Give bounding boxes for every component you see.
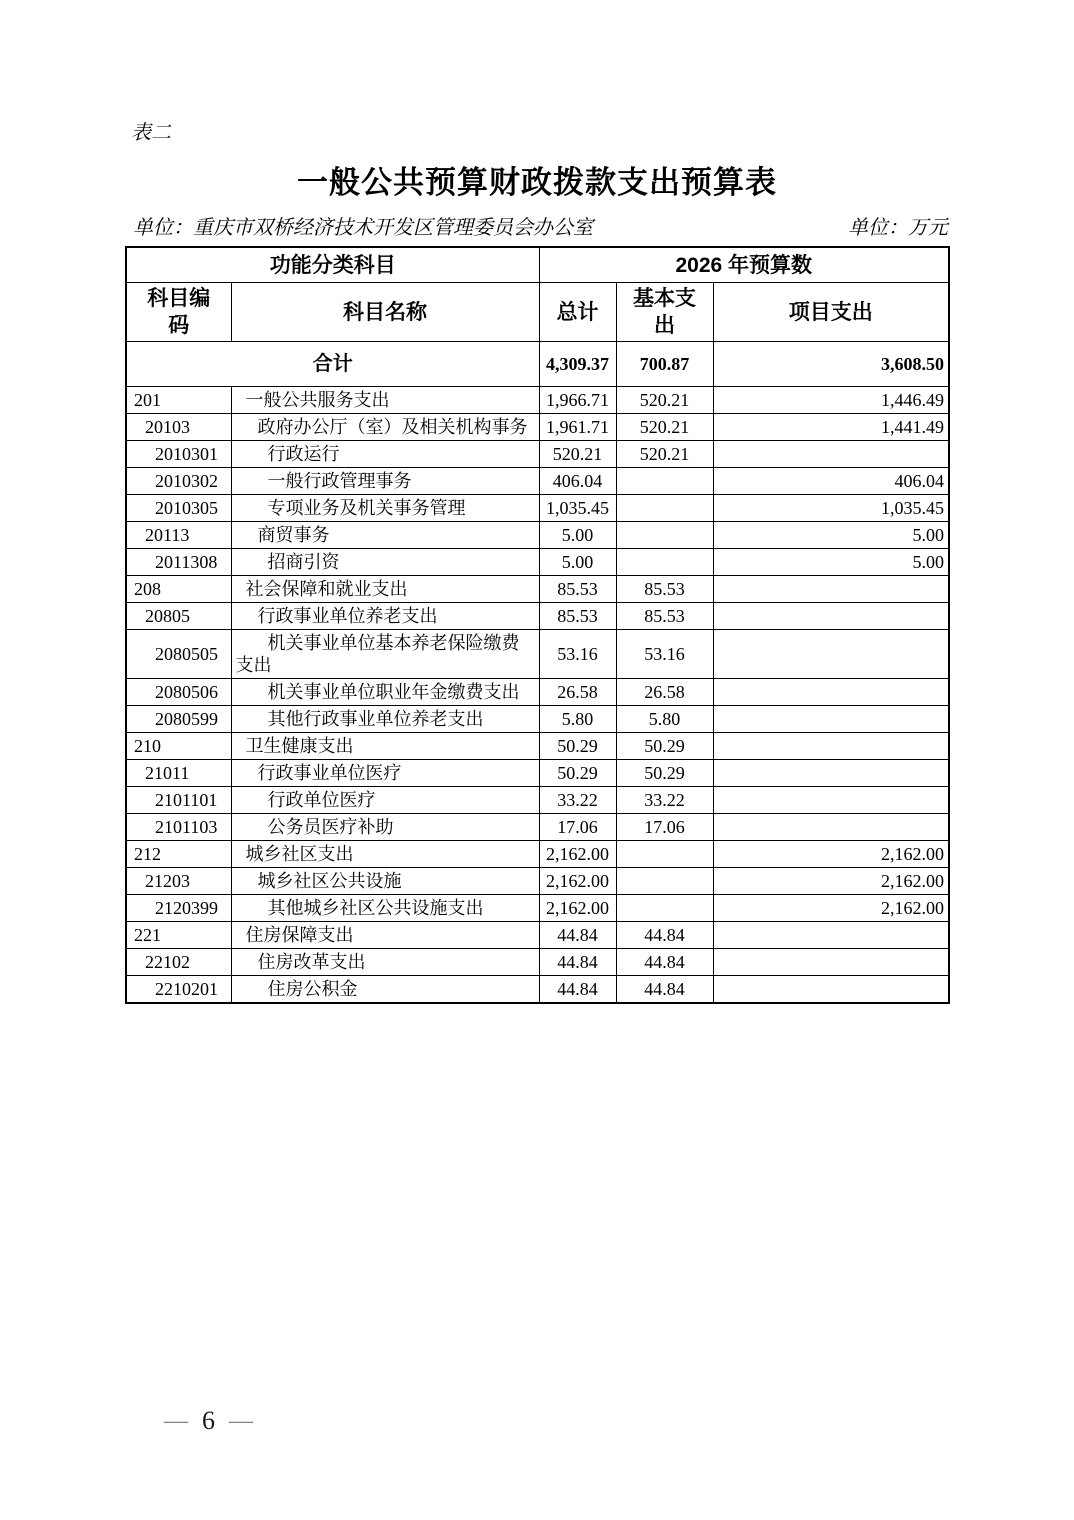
- footer-dash-left: —: [164, 1407, 188, 1434]
- subject-code-cell: 2210201: [126, 976, 231, 1004]
- project-expense-cell: [713, 949, 949, 976]
- subject-name-cell: 商贸事务: [231, 522, 539, 549]
- grand-total-value: 4,309.37: [539, 342, 616, 387]
- subject-code-cell: 21203: [126, 868, 231, 895]
- basic-expense-cell: 44.84: [616, 922, 713, 949]
- subject-code-cell: 20113: [126, 522, 231, 549]
- subject-name-cell: 其他行政事业单位养老支出: [231, 706, 539, 733]
- header-column-row: [126, 283, 949, 342]
- basic-expense-cell: [616, 468, 713, 495]
- subject-name-cell: 一般公共服务支出: [231, 387, 539, 414]
- table-row: [126, 814, 949, 841]
- header-total: 总计: [539, 283, 616, 342]
- total-value-cell: 50.29: [539, 760, 616, 787]
- project-expense-cell: [713, 976, 949, 1004]
- table-label: 表二: [131, 122, 171, 144]
- subject-code-cell: 2011308: [126, 549, 231, 576]
- table-row: [126, 895, 949, 922]
- subject-code-cell: 20805: [126, 603, 231, 630]
- subject-name-cell: 机关事业单位基本养老保险缴费支出: [231, 630, 539, 679]
- total-value-cell: 85.53: [539, 603, 616, 630]
- table-row: [126, 868, 949, 895]
- page-number: [164, 1406, 253, 1436]
- project-expense-cell: [713, 922, 949, 949]
- subject-code-cell: 21011: [126, 760, 231, 787]
- subject-name-cell: 卫生健康支出: [231, 733, 539, 760]
- basic-expense-cell: [616, 495, 713, 522]
- header-subject-code: 科目编码: [126, 283, 231, 342]
- subject-code-cell: 2010301: [126, 441, 231, 468]
- total-value-cell: 17.06: [539, 814, 616, 841]
- table-row: [126, 495, 949, 522]
- basic-expense-cell: 520.21: [616, 387, 713, 414]
- subject-code-cell: 2010302: [126, 468, 231, 495]
- project-expense-cell: 1,446.49: [713, 387, 949, 414]
- project-expense-cell: 1,441.49: [713, 414, 949, 441]
- basic-expense-cell: 50.29: [616, 733, 713, 760]
- basic-expense-cell: 520.21: [616, 414, 713, 441]
- subject-name-cell: 行政事业单位医疗: [231, 760, 539, 787]
- subject-code-cell: 201: [126, 387, 231, 414]
- grand-total-row: [126, 342, 949, 387]
- subject-code-cell: 2080505: [126, 630, 231, 679]
- total-value-cell: 2,162.00: [539, 841, 616, 868]
- subject-name-cell: 政府办公厅（室）及相关机构事务: [231, 414, 539, 441]
- subject-code-cell: 2101103: [126, 814, 231, 841]
- header-subject-name: 科目名称: [231, 283, 539, 342]
- page-title: 一般公共预算财政拨款支出预算表: [297, 165, 777, 200]
- project-expense-cell: 2,162.00: [713, 841, 949, 868]
- subject-code-cell: 2101101: [126, 787, 231, 814]
- basic-expense-cell: 5.80: [616, 706, 713, 733]
- subject-name-cell: 招商引资: [231, 549, 539, 576]
- table-row: [126, 414, 949, 441]
- table-row: [126, 630, 949, 679]
- basic-expense-cell: [616, 895, 713, 922]
- total-value-cell: 26.58: [539, 679, 616, 706]
- grand-basic-value: 700.87: [616, 342, 713, 387]
- subject-code-cell: 2010305: [126, 495, 231, 522]
- project-expense-cell: [713, 603, 949, 630]
- table-row: [126, 679, 949, 706]
- project-expense-cell: 5.00: [713, 549, 949, 576]
- project-expense-cell: [713, 441, 949, 468]
- unit-organization: 单位：重庆市双桥经济技术开发区管理委员会办公室: [133, 217, 593, 239]
- table-row: [126, 976, 949, 1004]
- subject-name-cell: 住房改革支出: [231, 949, 539, 976]
- subject-name-cell: 公务员医疗补助: [231, 814, 539, 841]
- table-row: [126, 522, 949, 549]
- basic-expense-cell: 85.53: [616, 576, 713, 603]
- total-value-cell: 1,966.71: [539, 387, 616, 414]
- budget-table: [125, 246, 950, 1004]
- total-value-cell: 85.53: [539, 576, 616, 603]
- table-row: [126, 760, 949, 787]
- total-value-cell: 33.22: [539, 787, 616, 814]
- subject-name-cell: 机关事业单位职业年金缴费支出: [231, 679, 539, 706]
- table-row: [126, 576, 949, 603]
- project-expense-cell: [713, 787, 949, 814]
- basic-expense-cell: 85.53: [616, 603, 713, 630]
- subject-code-cell: 208: [126, 576, 231, 603]
- basic-expense-cell: [616, 549, 713, 576]
- project-expense-cell: 2,162.00: [713, 895, 949, 922]
- basic-expense-cell: 33.22: [616, 787, 713, 814]
- total-value-cell: 1,961.71: [539, 414, 616, 441]
- table-row: [126, 706, 949, 733]
- subject-name-cell: 城乡社区公共设施: [231, 868, 539, 895]
- project-expense-cell: [713, 679, 949, 706]
- project-expense-cell: [713, 814, 949, 841]
- table-row: [126, 949, 949, 976]
- basic-expense-cell: 520.21: [616, 441, 713, 468]
- header-year-group: 2026 年预算数: [539, 247, 949, 283]
- header-group-row: [126, 247, 949, 283]
- table-row: [126, 441, 949, 468]
- subject-name-cell: 住房公积金: [231, 976, 539, 1004]
- basic-expense-cell: 26.58: [616, 679, 713, 706]
- basic-expense-cell: [616, 841, 713, 868]
- basic-expense-cell: 17.06: [616, 814, 713, 841]
- subject-code-cell: 2080506: [126, 679, 231, 706]
- project-expense-cell: [713, 733, 949, 760]
- table-row: [126, 603, 949, 630]
- subject-name-cell: 行政单位医疗: [231, 787, 539, 814]
- table-row: [126, 549, 949, 576]
- subject-name-cell: 城乡社区支出: [231, 841, 539, 868]
- subject-name-cell: 一般行政管理事务: [231, 468, 539, 495]
- total-value-cell: 5.00: [539, 522, 616, 549]
- table-row: [126, 468, 949, 495]
- header-project-expense: 项目支出: [713, 283, 949, 342]
- header-function-group: 功能分类科目: [126, 247, 539, 283]
- project-expense-cell: [713, 706, 949, 733]
- basic-expense-cell: 53.16: [616, 630, 713, 679]
- project-expense-cell: 406.04: [713, 468, 949, 495]
- project-expense-cell: 1,035.45: [713, 495, 949, 522]
- project-expense-cell: 5.00: [713, 522, 949, 549]
- page-number-value: 6: [202, 1406, 215, 1435]
- table-row: [126, 922, 949, 949]
- subject-name-cell: 行政运行: [231, 441, 539, 468]
- total-value-cell: 1,035.45: [539, 495, 616, 522]
- table-body: [126, 342, 949, 1004]
- total-value-cell: 44.84: [539, 922, 616, 949]
- basic-expense-cell: 50.29: [616, 760, 713, 787]
- basic-expense-cell: 44.84: [616, 949, 713, 976]
- subject-code-cell: 2120399: [126, 895, 231, 922]
- subject-code-cell: 210: [126, 733, 231, 760]
- footer-dash-right: —: [229, 1407, 253, 1434]
- subject-code-cell: 221: [126, 922, 231, 949]
- subject-code-cell: 212: [126, 841, 231, 868]
- subject-name-cell: 社会保障和就业支出: [231, 576, 539, 603]
- project-expense-cell: [713, 630, 949, 679]
- basic-expense-cell: [616, 522, 713, 549]
- unit-currency: 单位：万元: [848, 217, 948, 239]
- table-row: [126, 733, 949, 760]
- project-expense-cell: [713, 576, 949, 603]
- total-value-cell: 5.80: [539, 706, 616, 733]
- total-value-cell: 50.29: [539, 733, 616, 760]
- total-value-cell: 520.21: [539, 441, 616, 468]
- project-expense-cell: 2,162.00: [713, 868, 949, 895]
- unit-row: [133, 211, 948, 240]
- grand-project-value: 3,608.50: [713, 342, 949, 387]
- header-basic-expense: 基本支出: [616, 283, 713, 342]
- subject-code-cell: 2080599: [126, 706, 231, 733]
- subject-name-cell: 行政事业单位养老支出: [231, 603, 539, 630]
- grand-total-label: 合计: [126, 342, 539, 387]
- table-row: [126, 787, 949, 814]
- table-row: [126, 387, 949, 414]
- basic-expense-cell: 44.84: [616, 976, 713, 1004]
- table-row: [126, 841, 949, 868]
- total-value-cell: 2,162.00: [539, 868, 616, 895]
- subject-name-cell: 住房保障支出: [231, 922, 539, 949]
- subject-code-cell: 20103: [126, 414, 231, 441]
- subject-code-cell: 22102: [126, 949, 231, 976]
- total-value-cell: 44.84: [539, 949, 616, 976]
- total-value-cell: 5.00: [539, 549, 616, 576]
- total-value-cell: 2,162.00: [539, 895, 616, 922]
- total-value-cell: 44.84: [539, 976, 616, 1004]
- project-expense-cell: [713, 760, 949, 787]
- total-value-cell: 406.04: [539, 468, 616, 495]
- total-value-cell: 53.16: [539, 630, 616, 679]
- subject-name-cell: 专项业务及机关事务管理: [231, 495, 539, 522]
- subject-name-cell: 其他城乡社区公共设施支出: [231, 895, 539, 922]
- basic-expense-cell: [616, 868, 713, 895]
